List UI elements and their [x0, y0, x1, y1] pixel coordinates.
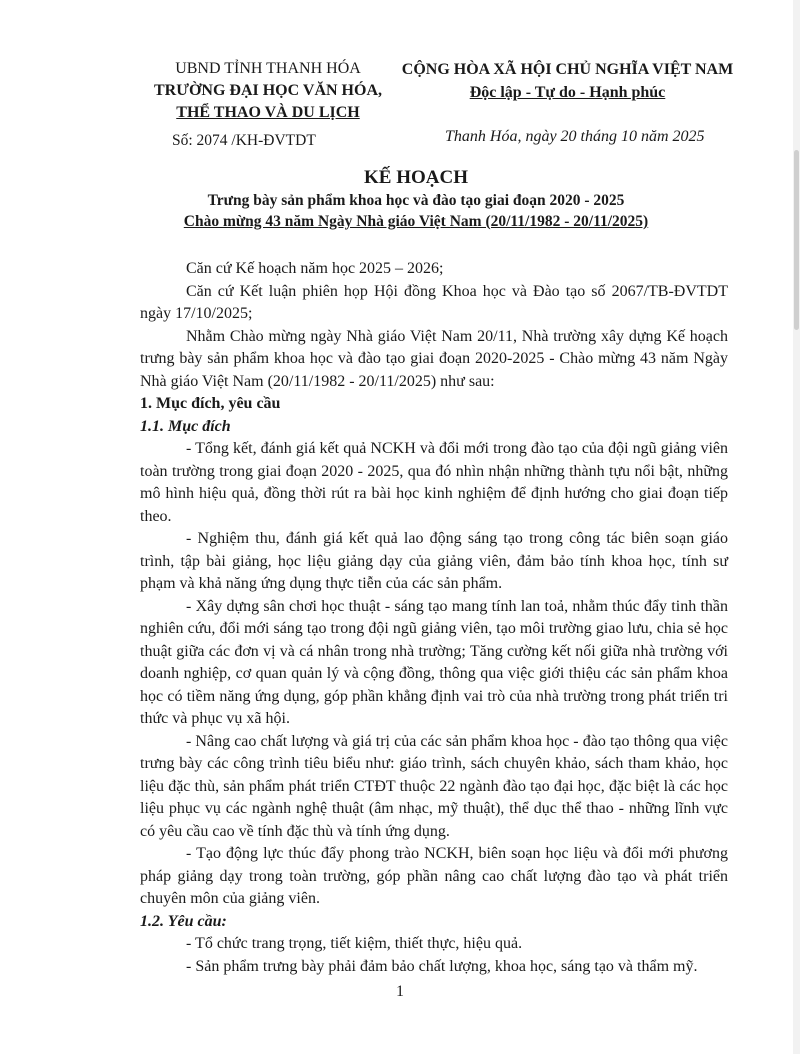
purpose-item: - Tổng kết, đánh giá kết quả NCKH và đổi mới trong đào tạo của đội ngũ giảng viên toàn trường trong giai đoạn 2020 - 2025, qua đó nhìn nhận những thành tựu nổi bật, những mô hình hiệu quả, đồng thời rút ra bài học kinh nghiệm để định hướng cho giai đoạn tiếp theo. [140, 440, 728, 525]
section-heading-1-2: 1.2. Yêu cầu: [140, 912, 227, 930]
document-subtitle-1: Trưng bày sản phẩm khoa học và đào tạo giai đoạn 2020 - 2025 [207, 192, 625, 209]
university-name-line2: THỂ THAO VÀ DU LỊCH [176, 104, 360, 121]
document-title-block [100, 162, 732, 232]
university-name-line1: TRƯỜNG ĐẠI HỌC VĂN HÓA, [153, 82, 382, 99]
section-heading-1: 1. Mục đích, yêu cầu [140, 395, 281, 412]
intro-paragraph: Nhằm Chào mừng ngày Nhà giáo Việt Nam 20/11, Nhà trường xây dựng Kế hoạch trưng bày sản phẩm khoa học và đào tạo giai đoạn 2020-2025 - Chào mừng 43 năm Ngày Nhà giáo Việt Nam (20/11/1982 - 20/11/2025) như sau: [140, 327, 728, 390]
section-heading-1-1: 1.1. Mục đích [140, 417, 231, 435]
document-title: KẾ HOẠCH [364, 167, 468, 188]
document-body [140, 258, 728, 978]
page-number: 1 [396, 983, 404, 1000]
authority-line: UBND TỈNH THANH HÓA [175, 60, 361, 77]
national-heading [385, 58, 750, 104]
basis-paragraph: Căn cứ Kế hoạch năm học 2025 – 2026; [186, 260, 444, 277]
country-name: CỘNG HÒA XÃ HỘI CHỦ NGHĨA VIỆT NAM [401, 61, 734, 78]
issuing-authority [138, 58, 398, 152]
requirement-item: - Tổ chức trang trọng, tiết kiệm, thiết thực, hiệu quả. [186, 935, 523, 952]
purpose-item: - Nâng cao chất lượng và giá trị của các sản phẩm khoa học - đào tạo thông qua việc trưng bày các công trình tiêu biểu như: giáo trình, sách chuyên khảo, sách tham khảo, học liệu đặc thù, sản phẩm phát triển CTĐT thuộc 22 ngành đào tạo đại học, đặc biệt là các học liệu phục vụ các ngành nghệ thuật (âm nhạc, mỹ thuật), thể dục thể thao - những lĩnh vực có yêu cầu cao về tính đặc thù và tính ứng dụng. [140, 732, 728, 840]
purpose-item: - Nghiệm thu, đánh giá kết quả lao động sáng tạo trong công tác biên soạn giáo trình, tập bài giảng, học liệu giảng dạy của giảng viên, đảm bảo tính khoa học, tính sư phạm và khả năng ứng dụng thực tiễn của các sản phẩm. [140, 530, 728, 592]
purpose-item: - Xây dựng sân chơi học thuật - sáng tạo mang tính lan toả, nhằm thúc đẩy tinh thần nghiên cứu, đổi mới sáng tạo trong đội ngũ giảng viên, tạo môi trường giao lưu, chia sẻ học thuật giữa các đơn vị và cá nhân trong nhà trường; Tăng cường kết nối giữa nhà trường với doanh nghiệp, cơ quan quản lý và cộng đồng, thông qua việc giới thiệu các sản phẩm khoa học có tiềm năng ứng dụng, góp phần khẳng định vai trò của nhà trường trong phát triển tri thức và phục vụ xã hội. [140, 597, 728, 727]
issue-date: Thanh Hóa, ngày 20 tháng 10 năm 2025 [445, 128, 705, 145]
document-subtitle-2: Chào mừng 43 năm Ngày Nhà giáo Việt Nam (20/11/1982 - 20/11/2025) [183, 213, 649, 230]
scroll-thumb[interactable] [794, 150, 799, 330]
requirement-item: - Sản phẩm trưng bày phải đảm bảo chất lượng, khoa học, sáng tạo và thẩm mỹ. [186, 957, 698, 975]
purpose-item: - Tạo động lực thúc đẩy phong trào NCKH, biên soạn học liệu và đổi mới phương pháp giảng dạy trong toàn trường, góp phần nâng cao chất lượng đào tạo và phát triển chuyên môn của giảng viên. [140, 845, 728, 907]
scrollbar[interactable] [793, 0, 800, 1054]
document-number: Số: 2074 /KH-ĐVTDT [172, 132, 316, 149]
motto: Độc lập - Tự do - Hạnh phúc [469, 84, 666, 101]
basis-paragraph: Căn cứ Kết luận phiên họp Hội đồng Khoa học và Đào tạo số 2067/TB-ĐVTDT ngày 17/10/2025; [140, 282, 728, 322]
